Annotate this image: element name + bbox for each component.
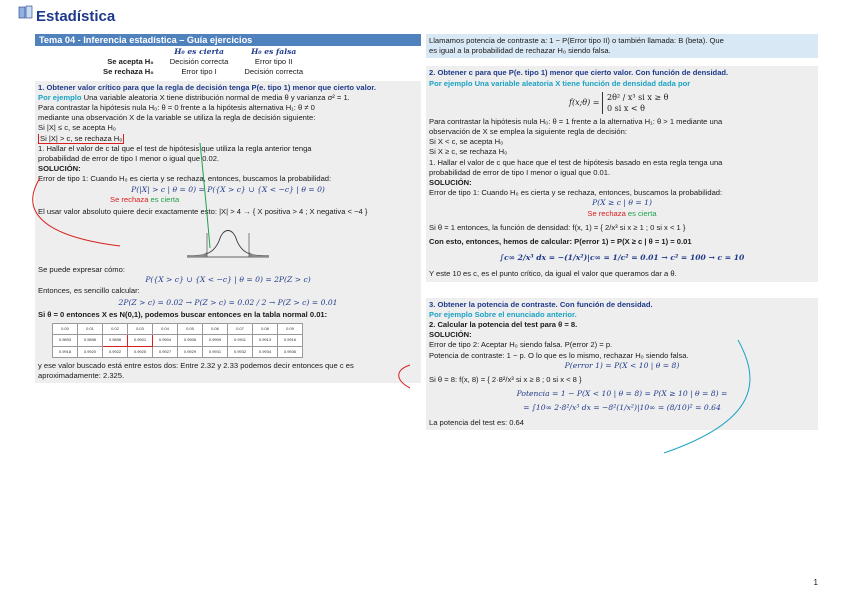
table-cell: 0.9904 xyxy=(153,335,178,346)
table-cell: 0.9893 xyxy=(53,335,78,346)
ex1-formula-1: P(|X| > c | θ = 0) = P({X > c} ∪ {X < −c} | θ = 0) xyxy=(131,184,325,194)
table-cell: 0.9929 xyxy=(178,346,203,357)
ex2-solution-label: SOLUCIÓN: xyxy=(429,178,472,188)
intro-line-1: Llamamos potencia de contraste a: 1 − P(Error tipo II) o también llamada: B (beta). Que xyxy=(429,36,724,45)
table-cell: 0.9911 xyxy=(228,335,253,346)
ex2-rule-accept: Si X < c, se acepta H₀ xyxy=(429,137,504,147)
ex3-s4: La potencia del test es: 0.64 xyxy=(429,417,524,427)
ex2-title: 2. Obtener c para que P(e. tipo 1) menor que cierto valor. Con función de densidad. xyxy=(429,68,729,78)
ex1-example-label: Por ejemplo xyxy=(38,92,82,102)
ex2-density-top: 2θ² / x³ si x ≥ θ xyxy=(607,92,669,102)
ex3-title: 3. Obtener la potencia de contraste. Con función de densidad. xyxy=(429,299,653,309)
table-cell: 0.06 xyxy=(203,324,228,335)
table-cell: 0.00 xyxy=(53,324,78,335)
table-cell: 0.9909 xyxy=(203,335,228,346)
ex1-s1: Error de tipo 1: Cuando H₀ es cierta y se rechaza, entonces, buscamos la probabilidad: xyxy=(38,174,332,184)
table-cell: 0.9932 xyxy=(228,346,253,357)
ex1-rule-accept: Si |X| ≤ c, se acepta H₀ xyxy=(38,123,116,133)
power-intro-block xyxy=(426,34,818,58)
ex2-rule-reject: Si X ≥ c, se rechaza H₀ xyxy=(429,147,508,157)
exercise-1-block xyxy=(35,81,421,384)
ex3-formula-3: = ∫10∞ 2·8²/x³ dx = −8²(1/x²)|10∞ = (8/10)² = 0.64 xyxy=(523,403,721,413)
page-number: 1 xyxy=(813,578,818,587)
ex1-title: 1. Obtener valor crítico para que la regla de decisión tenga P(e. tipo 1) menor que cierto valor. xyxy=(38,82,377,92)
normal-distribution-table xyxy=(52,323,303,358)
left-column xyxy=(35,34,421,385)
right-tail-shade xyxy=(249,252,269,257)
ex2-s3: Con esto, entonces, hemos de calcular: P(error 1) = P(X ≥ c | θ = 1) = 0.01 xyxy=(429,237,692,247)
books-logo-icon xyxy=(18,4,34,20)
ex2-p2: observación de X se emplea la siguiente regla de decisión: xyxy=(429,127,627,137)
table-cell: 0.9896 xyxy=(78,335,103,346)
ex1-s7: aproximadamente: 2.325. xyxy=(38,371,125,381)
ex1-formula-3: 2P(Z > c) = 0.02 → P(Z > c) = 0.02 / 2 → P(Z > c) = 0.01 xyxy=(118,297,338,307)
exercise-3-block xyxy=(426,298,818,430)
table-cell: 0.9913 xyxy=(253,335,278,346)
table-cell: 0.9936 xyxy=(278,346,303,357)
ex1-s6: y ese valor buscado está entre estos dos: Entre 2.32 y 2.33 podemos decir entonces que c es xyxy=(38,360,354,370)
ex2-density-bottom: 0 si x < θ xyxy=(607,103,645,113)
ex3-s3: Si θ = 8: f(x, 8) = { 2·8²/x³ si x ≥ 8 ; 0 si x < 8 } xyxy=(429,375,582,385)
ex3-s1: Error de tipo 2: Aceptar H₀ siendo falsa. P(error 2) = p. xyxy=(429,340,613,350)
table-cell-highlighted: 0.9898 xyxy=(103,335,128,346)
ex1-example-text: Una variable aleatoria X tiene distribución normal de media θ y varianza σ² = 1. xyxy=(83,92,350,102)
ex1-s3: Se puede expresar cómo: xyxy=(38,265,125,275)
table-cell: 0.9934 xyxy=(253,346,278,357)
table-cell: 0.02 xyxy=(103,324,128,335)
ex1-q2: probabilidad de error de tipo I menor o igual que 0.02. xyxy=(38,154,220,164)
ex2-example: Por ejemplo Una variable aleatoria X tiene función de densidad dada por xyxy=(429,78,691,88)
ex1-s2: El usar valor absoluto quiere decir exactamente esto: |X| > 4 → { X positiva > 4 ; X negativa < −4 } xyxy=(38,207,368,217)
table-cell: 0.9918 xyxy=(53,346,78,357)
table-cell: 0.9920 xyxy=(78,346,103,357)
table-cell: 0.03 xyxy=(128,324,153,335)
table-cell: 0.9927 xyxy=(153,346,178,357)
section-title: Tema 04 - Inferencia estadística – Guía ejercicios xyxy=(35,34,421,46)
ex1-formula-2: P({X > c} ∪ {X < −c} | θ = 0) = 2P(Z > c) xyxy=(145,275,311,285)
ex2-p1: Para contrastar la hipótesis nula H₀: θ = 1 frente a la alternativa H₁: θ > 1 mediante una xyxy=(429,116,723,126)
ex1-solution-label: SOLUCIÓN: xyxy=(38,164,81,174)
table-cell: 0.01 xyxy=(78,324,103,335)
table-cell: 0.9931 xyxy=(203,346,228,357)
table-cell: 0.07 xyxy=(228,324,253,335)
ex2-s4: Y este 10 es c, es el punto crítico, da igual el valor que queramos dar a θ. xyxy=(429,269,677,279)
bell-curve xyxy=(187,231,269,257)
decision-col-h0-true: H₀ es cierta xyxy=(174,47,224,56)
table-cell: 0.9916 xyxy=(278,335,303,346)
exercise-2-block xyxy=(426,66,818,281)
ex3-example: Por ejemplo Sobre el enunciado anterior. xyxy=(429,309,577,319)
ex3-formula-1: P(error 1) = P(X < 10 | θ = 8) xyxy=(564,360,680,370)
ex1-s4: Entonces, es sencillo calcular: xyxy=(38,285,140,295)
ex1-s5: Si θ = 0 entonces X es N(0,1), podemos buscar entonces en la tabla normal 0.01: xyxy=(38,310,328,320)
ex2-s2: Si θ = 1 entonces, la función de densidad: f(x, 1) = { 2/x³ si x ≥ 1 ; 0 si x < 1 } xyxy=(429,222,686,232)
table-cell: 0.9925 xyxy=(128,346,153,357)
table-cell: 0.08 xyxy=(253,324,278,335)
ex1-rule-reject: Si |X| > c, se rechaza H₀ xyxy=(40,133,123,143)
intro-line-2: es igual a la probabilidad de rechazar H₀ siendo falsa. xyxy=(429,46,611,56)
ex1-q1: 1. Hallar el valor de c tal que el test de hipótesis que utiliza la regla anterior tenga xyxy=(38,143,312,153)
page-title: Estadística xyxy=(36,8,116,25)
ex2-q1: 1. Hallar el valor de c que hace que el test de hipótesis basado en esta regla tenga una xyxy=(429,157,723,167)
decision-col-h0-false: H₀ es falsa xyxy=(251,47,297,56)
ex1-label-es-cierta: es cierta xyxy=(150,194,180,204)
table-cell: 0.9906 xyxy=(178,335,203,346)
ex2-q2: probabilidad de error de tipo I menor o igual que 0.01. xyxy=(429,167,611,177)
ex2-s1: Error de tipo 1: Cuando H₀ es cierta y se rechaza, entonces, buscamos la probabilidad: xyxy=(429,188,723,198)
ex1-p3: mediante una observación X de la variable se utiliza la regla de decisión siguiente: xyxy=(38,113,316,123)
decision-row-reject: Se rechaza H₀ Error tipo I Decisión correcta xyxy=(103,67,304,77)
right-column xyxy=(426,34,818,432)
ex2-formula-2: ∫c∞ 2/x³ dx = −(1/x²)|c∞ = 1/c² = 0.01 → c² = 100 → c = 10 xyxy=(499,253,745,263)
decision-table xyxy=(95,47,311,78)
normal-distribution-plot xyxy=(183,221,273,261)
ex2-density-function: f(x;θ) = 2θ² / x³ si x ≥ θ 0 si x < θ xyxy=(569,92,669,113)
decision-row-accept: Se acepta H₀ Decisión correcta Error tipo II xyxy=(107,57,293,67)
ex3-question: 2. Calcular la potencia del test para θ = 8. xyxy=(429,320,578,330)
table-cell-highlighted: 0.9901 xyxy=(128,335,153,346)
table-cell: 0.09 xyxy=(278,324,303,335)
table-cell: 0.05 xyxy=(178,324,203,335)
ex1-label-se-rechaza: Se rechaza xyxy=(110,194,149,204)
ex3-solution-label: SOLUCIÓN: xyxy=(429,330,472,340)
left-tail-shade xyxy=(187,252,207,257)
table-cell: 0.04 xyxy=(153,324,178,335)
table-cell: 0.9922 xyxy=(103,346,128,357)
ex2-label-es-cierta: es cierta xyxy=(627,208,657,218)
ex1-p2: Para contrastar la hipótesis nula H₀: θ = 0 frente a la hipótesis alternativa H₁: θ ≠ 0 xyxy=(38,103,315,113)
ex2-formula-1: P(X ≥ c | θ = 1) xyxy=(592,198,652,208)
ex3-s2: Potencia de contraste: 1 − p. O lo que es lo mismo, rechazar H₀ siendo falsa. xyxy=(429,350,689,360)
ex3-formula-2: Potencia = 1 − P(X < 10 | θ = 8) = P(X ≥ 10 | θ = 8) = xyxy=(516,389,728,399)
ex2-label-se-rechaza: Se rechaza xyxy=(587,208,626,218)
